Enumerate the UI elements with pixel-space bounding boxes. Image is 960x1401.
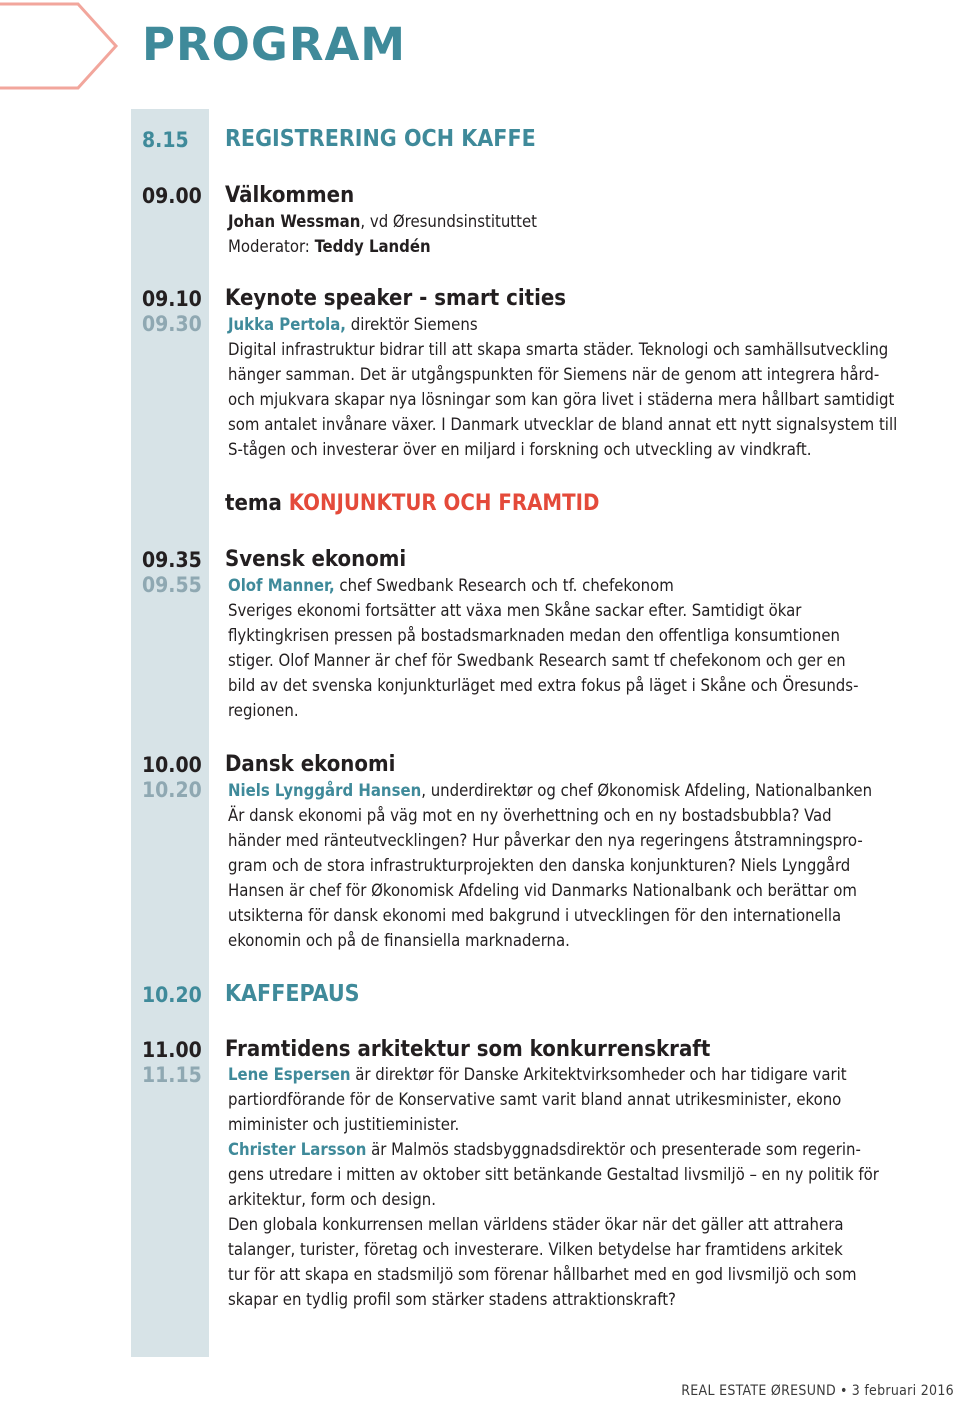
time-dansk-start: 10.00 — [142, 753, 202, 777]
time-svensk-end: 09.55 — [142, 573, 202, 597]
paragraph-line: miminister och justitieminister. — [228, 1115, 460, 1134]
time-arkitektur-end: 11.15 — [142, 1063, 202, 1087]
speaker-name: Johan Wessman — [228, 212, 361, 231]
speaker-role: direktör Siemens — [345, 315, 478, 334]
footer-event: REAL ESTATE ØRESUND — [681, 1383, 836, 1399]
heading-registrering: REGISTRERING OCH KAFFE — [225, 126, 536, 152]
moderator-name: Teddy Landén — [314, 237, 431, 256]
valkommen-details — [228, 209, 956, 259]
heading-arkitektur: Framtidens arkitektur som konkurrenskraft — [225, 1037, 711, 1062]
page-title: PROGRAM — [142, 18, 407, 71]
paragraph-line: flyktingkrisen pressen på bostadsmarknaden medan den offentliga konsumtionen — [228, 626, 840, 645]
speaker-name: Jukka Pertola, — [228, 315, 346, 334]
arkitektur-details — [228, 1062, 956, 1312]
paragraph-line: hänger samman. Det är utgångspunkten för Siemens när de genom att integrera hård- — [228, 365, 880, 384]
paragraph-line: och mjukvara skapar nya lösningar som kan göra livet i städerna mera hållbart samtidigt — [228, 390, 895, 409]
paragraph-line: bild av det svenska konjunkturläget med extra fokus på läget i Skåne och Öresunds- — [228, 676, 859, 695]
paragraph-line: Sveriges ekonomi fortsätter att växa men Skåne sackar efter. Samtidigt ökar — [228, 601, 802, 620]
speaker-name: Christer Larsson — [228, 1140, 367, 1159]
speaker-text: är Malmös stadsbyggnadsdirektör och presenterade som regerin- — [366, 1140, 861, 1159]
speaker-role: , vd Øresundsinstituttet — [360, 212, 538, 231]
svensk-details — [228, 573, 956, 723]
moderator-label: Moderator: — [228, 237, 315, 256]
paragraph-line: stiger. Olof Manner är chef för Swedbank Research samt tf chefekonom och ger en — [228, 651, 846, 670]
heading-kaffepaus: KAFFEPAUS — [225, 981, 360, 1007]
paragraph-line: utsikterna för dansk ekonomi med bakgrund i utvecklingen för den internationella — [228, 906, 842, 925]
page-footer — [681, 1381, 954, 1401]
paragraph-line: talanger, turister, företag och investerare. Vilken betydelse har framtidens arkitek — [228, 1240, 843, 1259]
time-keynote-end: 09.30 — [142, 312, 202, 336]
paragraph-line: Den globala konkurrensen mellan världens städer ökar när det gäller att attrahera — [228, 1215, 844, 1234]
paragraph-line: skapar en tydlig profil som stärker stadens attraktionskraft? — [228, 1290, 676, 1309]
paragraph-line: ekonomin och på de finansiella marknaderna. — [228, 931, 570, 950]
theme-title: KONJUNKTUR OCH FRAMTID — [288, 491, 600, 516]
chevron-arrow-icon — [0, 0, 120, 96]
keynote-details — [228, 312, 956, 462]
footer-date: 3 februari 2016 — [851, 1383, 954, 1399]
time-valkommen: 09.00 — [142, 184, 202, 208]
time-registrering: 8.15 — [142, 128, 189, 152]
paragraph-line: gram och de stora infrastrukturprojekten den danska konjunkturen? Niels Lynggård — [228, 856, 851, 875]
paragraph-line: arkitektur, form och design. — [228, 1190, 437, 1209]
paragraph-line: regionen. — [228, 701, 299, 720]
speaker-name: Lene Espersen — [228, 1065, 351, 1084]
heading-keynote: Keynote speaker - smart cities — [225, 286, 567, 311]
heading-svensk-ekonomi: Svensk ekonomi — [225, 547, 407, 572]
time-arkitektur-start: 11.00 — [142, 1038, 202, 1062]
paragraph-line: händer med ränteutvecklingen? Hur påverkar den nya regeringens åtstramningspro- — [228, 831, 863, 850]
footer-separator: • — [839, 1383, 848, 1399]
dansk-details — [228, 778, 956, 953]
heading-valkommen: Välkommen — [225, 183, 355, 208]
theme-heading — [225, 491, 599, 516]
speaker-role: chef Swedbank Research och tf. chefekonom — [334, 576, 674, 595]
paragraph-line: Hansen är chef för Økonomisk Afdeling vid Danmarks Nationalbank och berättar om — [228, 881, 857, 900]
theme-prefix: tema — [225, 491, 289, 516]
heading-dansk-ekonomi: Dansk ekonomi — [225, 752, 396, 777]
time-keynote-start: 09.10 — [142, 287, 202, 311]
time-dansk-end: 10.20 — [142, 778, 202, 802]
time-svensk-start: 09.35 — [142, 548, 202, 572]
paragraph-line: som antalet invånare växer. I Danmark utvecklar de bland annat ett nytt signalsystem till — [228, 415, 898, 434]
paragraph-line: gens utredare i mitten av oktober sitt betänkande Gestaltad livsmiljö – en ny politik för — [228, 1165, 879, 1184]
paragraph-line: Är dansk ekonomi på väg mot en ny överhettning och en ny bostadsbubbla? Vad — [228, 806, 832, 825]
paragraph-line: S-tågen och investerar över en miljard i forskning och utveckling av vindkraft. — [228, 440, 812, 459]
paragraph-line: partiordförande för de Konservative samt varit bland annat utrikesminister, ekono — [228, 1090, 842, 1109]
paragraph-line: Digital infrastruktur bidrar till att skapa smarta städer. Teknologi och samhällsutveckling — [228, 340, 889, 359]
speaker-role: , underdirektør og chef Økonomisk Afdeling, Nationalbanken — [421, 781, 873, 800]
time-kaffepaus: 10.20 — [142, 983, 202, 1007]
paragraph-line: tur för att skapa en stadsmiljö som förenar hållbarhet med en god livsmiljö och som — [228, 1265, 857, 1284]
speaker-name: Niels Lynggård Hansen — [228, 781, 422, 800]
speaker-name: Olof Manner, — [228, 576, 335, 595]
speaker-text: är direktør för Danske Arkitektvirksomheder och har tidigare varit — [350, 1065, 847, 1084]
